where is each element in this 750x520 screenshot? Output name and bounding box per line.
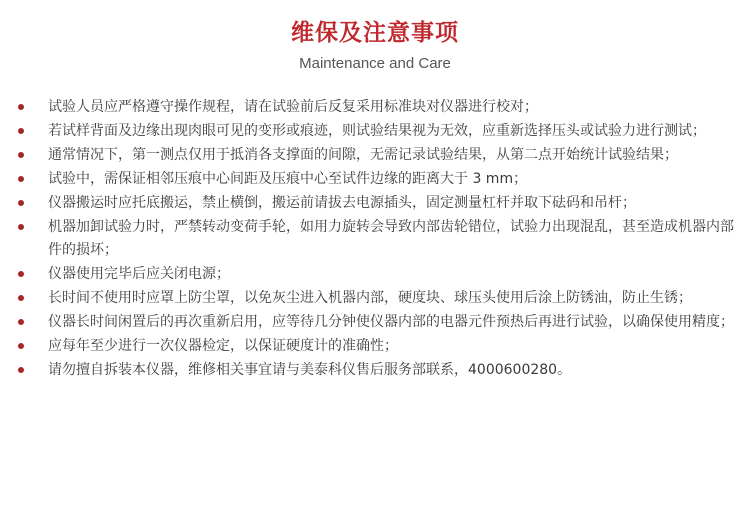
note-item [48, 168, 738, 192]
bullet-dot-icon [18, 224, 24, 230]
bullet-dot-icon [18, 128, 24, 134]
notes-list [0, 96, 750, 383]
bullet-dot-icon [18, 104, 24, 110]
bullet-dot-icon [18, 200, 24, 206]
bullet-dot-icon [18, 176, 24, 182]
note-text: 仪器长时间闲置后的再次重新启用，应等待几分钟使仪器内部的电器元件预热后再进行试验，以确保使用精度； [48, 314, 734, 330]
note-text: 通常情况下，第一测点仅用于抵消各支撑面的间隙，无需记录试验结果，从第二点开始统计试验结果； [48, 147, 678, 163]
note-text: 试验人员应严格遵守操作规程，请在试验前后反复采用标准块对仪器进行校对； [48, 99, 538, 115]
note-item [48, 144, 738, 168]
bullet-dot-icon [18, 319, 24, 325]
bullet-dot-icon [18, 295, 24, 301]
note-text: 长时间不使用时应罩上防尘罩，以免灰尘进入机器内部，硬度块、球压头使用后涂上防锈油，防止生锈； [48, 290, 692, 306]
bullet-dot-icon [18, 367, 24, 373]
note-item [48, 192, 738, 216]
note-item [48, 120, 738, 144]
note-item [48, 359, 738, 383]
note-text: 若试样背面及边缘出现肉眼可见的变形或痕迹，则试验结果视为无效，应重新选择压头或试验力进行测试； [48, 123, 706, 139]
note-item [48, 287, 738, 311]
bullet-dot-icon [18, 271, 24, 277]
note-item [48, 216, 738, 263]
note-text: 请勿擅自拆装本仪器，维修相关事宜请与美泰科仪售后服务部联系，4000600280。 [48, 362, 572, 378]
note-item [48, 96, 738, 120]
note-item [48, 263, 738, 287]
note-text: 仪器使用完毕后应关闭电源； [48, 266, 230, 282]
note-text: 试验中，需保证相邻压痕中心间距及压痕中心至试件边缘的距离大于 3 mm； [48, 171, 528, 187]
note-text: 机器加卸试验力时，严禁转动变荷手轮，如用力旋转会导致内部齿轮错位，试验力出现混乱，甚至造成机器内部件的损坏； [48, 219, 734, 258]
bullet-dot-icon [18, 152, 24, 158]
note-text: 应每年至少进行一次仪器检定，以保证硬度计的准确性； [48, 338, 398, 354]
note-item [48, 311, 738, 335]
note-item [48, 335, 738, 359]
note-text: 仪器搬运时应托底搬运，禁止横倒，搬运前请拔去电源插头，固定测量杠杆并取下砝码和吊杆； [48, 195, 636, 211]
page-title: 维保及注意事项 [291, 20, 459, 46]
bullet-dot-icon [18, 343, 24, 349]
page-subtitle: Maintenance and Care [299, 55, 451, 72]
